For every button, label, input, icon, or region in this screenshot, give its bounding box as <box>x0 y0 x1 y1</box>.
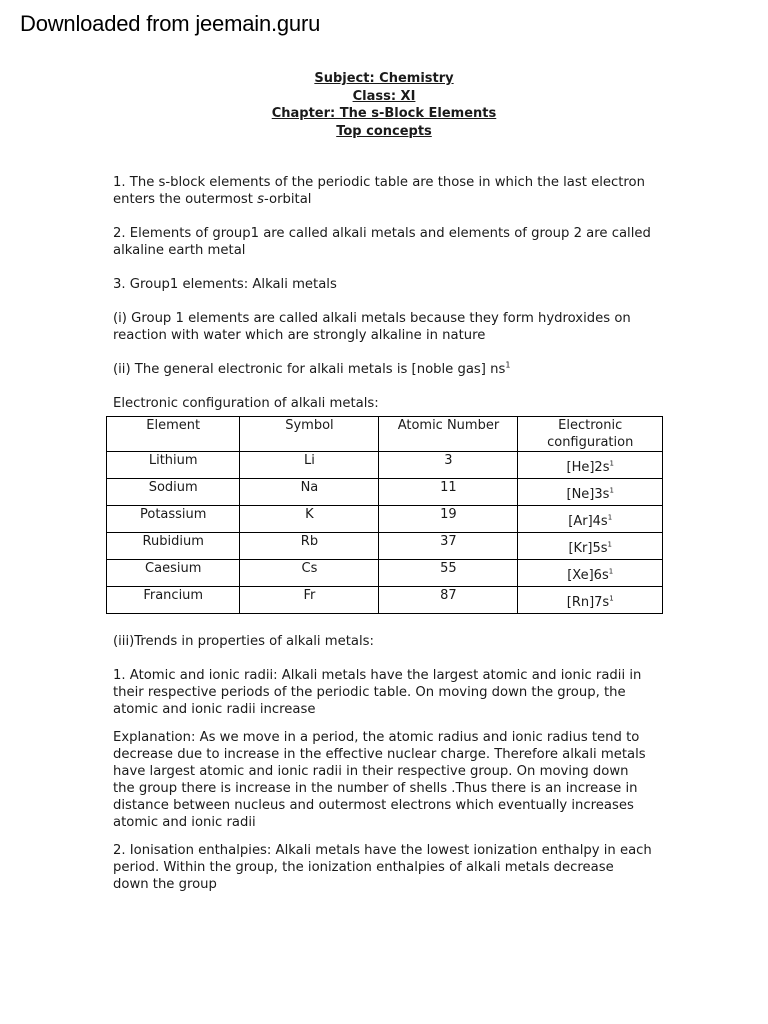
table-caption: Electronic configuration of alkali metals: <box>113 396 379 411</box>
cell-atomic-number: 87 <box>379 587 518 614</box>
cell-atomic-number: 55 <box>379 560 518 587</box>
point-5: (ii) The general electronic for alkali metals is [noble gas] $ns^1$ <box>113 360 511 377</box>
cell-atomic-number: 3 <box>379 452 518 479</box>
cell-atomic-number: 37 <box>379 533 518 560</box>
point-4: (i) Group 1 elements are called alkali metals because they form hydroxides on reaction with water which are strongly alkaline in nature <box>113 311 631 343</box>
cell-atomic-number: 11 <box>379 479 518 506</box>
point-3: 3. Group1 elements: Alkali metals <box>113 277 337 292</box>
trends-title: (iii)Trends in properties of alkali metals: <box>113 634 374 649</box>
cell-symbol: Fr <box>240 587 379 614</box>
trend-1: 1. Atomic and ionic radii: Alkali metals have the largest atomic and ionic radii in their respective periods of the periodic table. On moving down the group, the atomic and ionic radii increase <box>113 668 642 717</box>
cell-element: Rubidium <box>107 533 240 560</box>
table-header-row <box>107 417 663 452</box>
explanation: Explanation: As we move in a period, the atomic radius and ionic radius tend to decrease due to increase in the effective nuclear charge. Therefore alkali metals have largest atomic and ionic radii in their respective group. On moving down the group there is increase in the number of shells .Thus there is an increase in distance between nucleus and outermost electrons which eventually increases atomic and ionic radii <box>113 730 646 830</box>
subject-line: Subject: Chemistry <box>314 71 454 86</box>
header-element: Element <box>107 417 240 452</box>
table-row <box>107 479 663 506</box>
cell-symbol: Cs <box>240 560 379 587</box>
cell-configuration: $[Kr]5s^1$ <box>518 533 663 560</box>
table-row <box>107 587 663 614</box>
cell-element: Potassium <box>107 506 240 533</box>
cell-element: Lithium <box>107 452 240 479</box>
cell-symbol: Li <box>240 452 379 479</box>
table-row <box>107 560 663 587</box>
cell-element: Sodium <box>107 479 240 506</box>
cell-configuration: $[Ar]4s^1$ <box>518 506 663 533</box>
cell-atomic-number: 19 <box>379 506 518 533</box>
header-atomic-number: Atomic Number <box>379 417 518 452</box>
cell-configuration: $[He]2s^1$ <box>518 452 663 479</box>
table-row <box>107 506 663 533</box>
trend-2: 2. Ionisation enthalpies: Alkali metals have the lowest ionization enthalpy in each period. Within the group, the ionization enthalpies of alkali metals decrease down the group <box>113 843 652 892</box>
topic-line: Top concepts <box>336 123 432 139</box>
point-2: 2. Elements of group1 are called alkali metals and elements of group 2 are called alkaline earth metal <box>113 226 651 258</box>
chapter-line: Chapter: The s-Block Elements <box>271 106 497 121</box>
trends-section <box>113 633 653 904</box>
cell-symbol: K <box>240 506 379 533</box>
class-line: Class: XI <box>352 88 416 104</box>
electronic-configuration-table <box>106 416 663 614</box>
table-row <box>107 533 663 560</box>
cell-symbol: Rb <box>240 533 379 560</box>
intro-points <box>113 174 653 412</box>
header-symbol: Symbol <box>240 417 379 452</box>
cell-symbol: Na <box>240 479 379 506</box>
watermark: Downloaded from jeemain.guru <box>20 11 321 36</box>
cell-configuration: $[Rn]7s^1$ <box>518 587 663 614</box>
table-row <box>107 452 663 479</box>
cell-configuration: $[Xe]6s^1$ <box>518 560 663 587</box>
cell-element: Caesium <box>107 560 240 587</box>
cell-configuration: $[Ne]3s^1$ <box>518 479 663 506</box>
cell-element: Francium <box>107 587 240 614</box>
point-1: 1. The s-block elements of the periodic table are those in which the last electron enters the outermost s-orbital <box>113 175 645 207</box>
document-heading <box>0 70 768 140</box>
header-configuration: Electronic configuration <box>518 417 663 452</box>
